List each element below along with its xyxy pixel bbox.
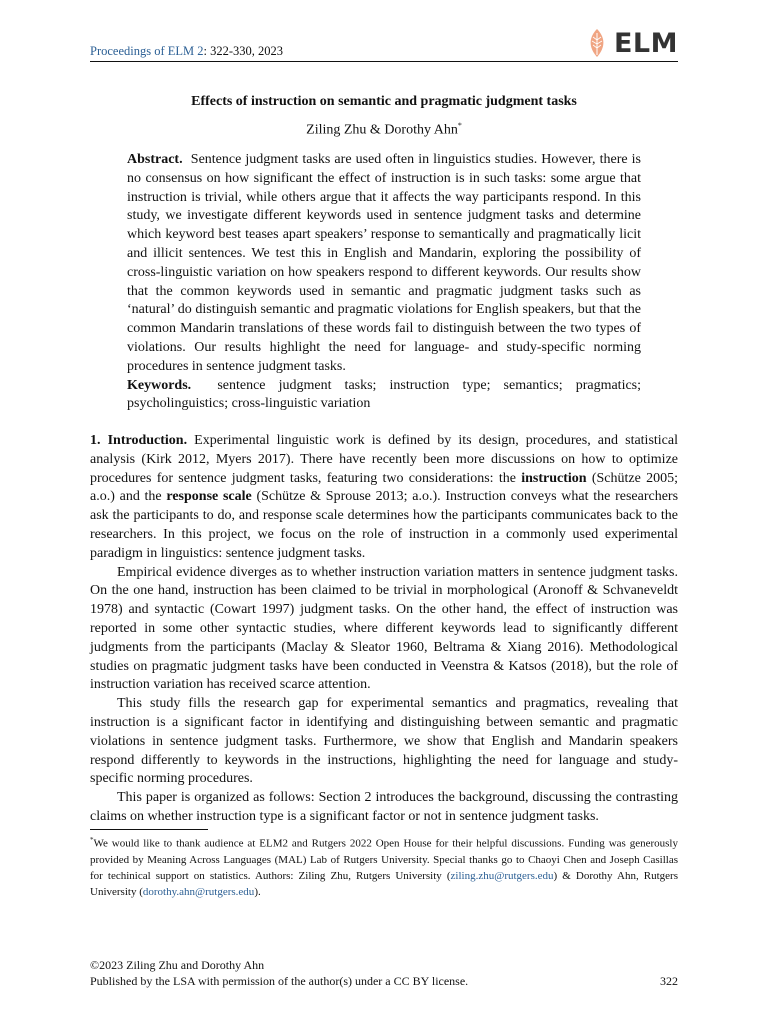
intro-text: Experimental linguistic work is defined by its design, procedures, and statistical analysis (Kirk 2012, Myers 2017). There have recently been more discussions on how to optimize procedures for sentence judgment tasks, featuring two considerations: the	[90, 433, 678, 486]
elm-logo	[586, 28, 678, 58]
footnote-mark: *	[90, 836, 94, 844]
keywords-text: sentence judgment tasks; instruction type; semantics; pragmatics; psycholinguistics; cross-linguistic variation	[127, 377, 642, 412]
footnote-text-end: ).	[254, 885, 261, 898]
section-heading: 1. Introduction.	[90, 433, 188, 448]
logo-text: ELM	[613, 27, 678, 59]
keywords-paragraph	[127, 377, 641, 415]
intro-paragraph-3: This study fills the research gap for experimental semantics and pragmatics, revealing that instruction is a significant factor in identifying and distinguishing between semantic and pragmatic violations in sentence judgment tasks. Furthermore, we show that English and Mandarin speakers respond differently to keywords in the instructions, highlighting the need for language and study-specific norming procedures.	[90, 696, 678, 787]
footnote	[90, 832, 678, 900]
intro-text: (Schütze & Sprouse 2013; a.o.). Instruction conveys what the researchers ask the participants to do, and response scale determines how the participants communicates back to the researchers. In this project, we focus on the role of instruction in a commonly used experimental paradigm in linguistics: sentence judgment tasks.	[90, 489, 679, 561]
paper-title: Effects of instruction on semantic and pragmatic judgment tasks	[191, 94, 577, 109]
footnote-marker: *	[457, 121, 462, 130]
footnote-text-mid: ) & Dorothy Ahn, Rutgers University (	[90, 869, 678, 898]
abstract-paragraph	[127, 151, 641, 377]
paper-authors	[90, 121, 678, 139]
keywords-label: Keywords.	[127, 377, 192, 393]
term-response-scale: response scale	[166, 489, 252, 505]
email-link-zhu[interactable]: ziling.zhu@rutgers.edu	[450, 869, 554, 882]
page-number: 322	[660, 974, 678, 988]
proceedings-citation	[90, 44, 283, 59]
copyright-notice: ©2023 Ziling Zhu and Dorothy Ahn	[90, 958, 265, 972]
abstract-block	[127, 151, 641, 414]
intro-paragraph-1	[90, 432, 678, 564]
intro-text: (Schütze 2005; a.o.) and the	[90, 470, 678, 505]
proceedings-link[interactable]: Proceedings of ELM 2	[90, 44, 204, 58]
intro-paragraph-2: Empirical evidence diverges as to whether instruction variation matters in sentence judgment tasks. On the one hand, instruction has been claimed to be trivial in morphological (Aronoff & Schvaneveldt 1978) and syntactic (Cowart 1997) judgment tasks. On the other hand, the effect of instruction was reported in some other syntactic studies, where different keywords lead to significantly different judgments from the participants (Maclay & Sleator 1960, Beltrama & Xiang 2016). Methodological studies on pragmatic judgment tasks have been conducted in Veenstra & Katsos (2018), but the role of instruction variation has received scarce attention.	[90, 564, 678, 693]
elm-leaf-icon	[586, 28, 608, 58]
author-names: Ziling Zhu & Dorothy Ahn	[306, 122, 458, 138]
footnote-text: We would like to thank audience at ELM2 and Rutgers 2022 Open House for their helpful discussions. Funding was generously provided by Meaning Across Languages (MAL) Lab of Rutgers University. Special thanks go to Chaoyi Chen and Joseph Casillas for techinical support on statistics. Authors: Ziling Zhu, Rutgers University (	[90, 837, 678, 882]
email-link-ahn[interactable]: dorothy.ahn@rutgers.edu	[142, 885, 255, 898]
header-rule	[90, 61, 678, 62]
abstract-text: Sentence judgment tasks are used often in linguistics studies. However, there is no consensus on how significant the effect of instruction is in such tasks: some argue that instruction is trivial, while others argue that it affects the way participants respond. In this study, we investigate different keywords used in sentence judgment tasks and determine which keyword best teases apart speakers’ response to semantically and pragmatically licit and illicit sentences. We test this in English and Mandarin, exploring the possibility of cross-linguistic variation on how speakers respond to different keywords. Our results show that the common keywords used in semantic and pragmatic judgment tasks such as ‘natural’ do distinguish semantic and pragmatic violations for English speakers, but that the common Mandarin translations of these words fail to distinguish between the two types of violations. Our results highlight the need for language- and study-specific norming procedures in sentence judgment tasks.	[127, 152, 642, 374]
abstract-label: Abstract.	[127, 152, 183, 167]
license-notice: Published by the LSA with permission of the author(s) under a CC BY license.	[90, 974, 469, 988]
footnote-rule	[90, 829, 208, 830]
intro-paragraph-4: This paper is organized as follows: Section 2 introduces the background, discussing the contrasting claims on whether instruction type is a significant factor or not in sentence judgment tasks.	[90, 790, 678, 824]
term-instruction: instruction	[521, 470, 587, 486]
proceedings-pages: : 322-330, 2023	[203, 44, 284, 58]
introduction-section	[90, 432, 678, 827]
